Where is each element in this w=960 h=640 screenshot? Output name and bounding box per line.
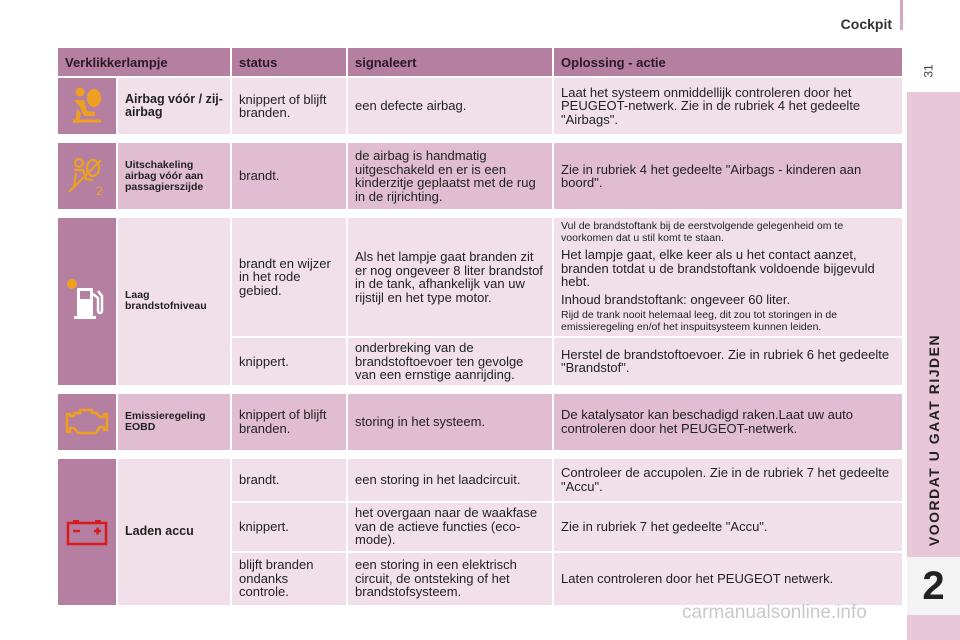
light-name: Laag brandstofniveau xyxy=(117,217,231,386)
status-cell: knippert of blijft branden. xyxy=(231,393,347,451)
airbag-off-icon-cell xyxy=(57,142,117,210)
light-name: Laden accu xyxy=(117,458,231,606)
status-cell: brandt. xyxy=(231,142,347,210)
airbag-person-icon xyxy=(67,85,107,127)
action-text: Het lampje gaat, elke keer als u het contact aanzet, branden totdat u de brandstoftank voldoende bijgevuld hebt. xyxy=(561,247,875,289)
status-cell: knippert. xyxy=(231,337,347,386)
table-row xyxy=(57,142,903,210)
signal-cell: Als het lampje gaat branden zit er nog ongeveer 8 liter brandstof in de tank, afhankelijk van uw rijstijl en het type motor. xyxy=(347,217,553,337)
table-header-row xyxy=(57,47,903,77)
action-note: Rijd de trank nooit helemaal leeg, dit zou tot storingen in de emissieregeling en/of het inspuitsysteem kunnen leiden. xyxy=(561,309,838,333)
chapter-number: 2 xyxy=(907,557,960,615)
action-text: Inhoud brandstoftank: ongeveer 60 liter. xyxy=(561,291,791,307)
action-cell: Laat het systeem onmiddellijk controleren door het PEUGEOT-netwerk. Zie in de rubriek 4 het gedeelte "Airbags". xyxy=(553,77,903,135)
signal-cell: storing in het systeem. xyxy=(347,393,553,451)
column-header-light: Verklikkerlampje xyxy=(57,47,231,77)
page-number: 31 xyxy=(921,64,936,78)
engine-icon-cell xyxy=(57,393,117,451)
status-cell: brandt en wijzer in het rode gebied. xyxy=(231,217,347,337)
status-cell: brandt. xyxy=(231,458,347,502)
signal-cell: de airbag is handmatig uitgeschakeld en er is een kinderzitje geplaatst met de rug in de rijrichting. xyxy=(347,142,553,210)
action-cell: Laten controleren door het PEUGEOT netwerk. xyxy=(553,552,903,606)
table-row xyxy=(57,217,903,337)
action-cell: Zie in rubriek 4 het gedeelte "Airbags - kinderen aan boord". xyxy=(553,142,903,210)
light-name: Uitschakeling airbag vóór aan passagierszijde xyxy=(117,142,231,210)
watermark-text: carmanualsonline.info xyxy=(682,602,867,623)
battery-icon-cell xyxy=(57,458,117,606)
fuel-icon-cell xyxy=(57,217,117,386)
header-divider xyxy=(900,0,903,30)
action-cell: Herstel de brandstoftoevoer. Zie in rubriek 6 het gedeelte "Brandstof". xyxy=(553,337,903,386)
status-cell: knippert. xyxy=(231,502,347,552)
airbag-icon-cell xyxy=(57,77,117,135)
section-title: Cockpit xyxy=(840,16,892,32)
column-header-status: status xyxy=(231,47,347,77)
action-cell xyxy=(553,217,903,337)
warning-lights-table xyxy=(56,46,904,607)
table-row xyxy=(57,393,903,451)
signal-cell: een defecte airbag. xyxy=(347,77,553,135)
column-header-signal: signaleert xyxy=(347,47,553,77)
status-cell: blijft branden ondanks controle. xyxy=(231,552,347,606)
airbag-off-icon xyxy=(65,154,109,198)
signal-cell: het overgaan naar de waakfase van de actieve functies (eco-mode). xyxy=(347,502,553,552)
table-row xyxy=(57,458,903,502)
column-header-action: Oplossing - actie xyxy=(553,47,903,77)
chapter-title: VOORDAT U GAAT RIJDEN xyxy=(926,333,942,547)
status-cell: knippert of blijft branden. xyxy=(231,77,347,135)
table-row xyxy=(57,77,903,135)
light-name: Emissieregeling EOBD xyxy=(117,393,231,451)
battery-icon xyxy=(65,517,109,547)
signal-cell: onderbreking van de brandstoftoevoer ten gevolge van een ernstige aanrijding. xyxy=(347,337,553,386)
action-note: Vul de brandstoftank bij de eerstvolgende gelegenheid om te voorkomen dat u stil komt te staan. xyxy=(561,220,844,244)
engine-icon xyxy=(64,406,110,438)
svg-text:2: 2 xyxy=(96,184,103,198)
action-cell: De katalysator kan beschadigd raken.Laat uw auto controleren door het PEUGEOT-netwerk. xyxy=(553,393,903,451)
fuel-pump-icon xyxy=(64,276,110,326)
signal-cell: een storing in een elektrisch circuit, de ontsteking of het brandstofsysteem. xyxy=(347,552,553,606)
action-cell: Zie in rubriek 7 het gedeelte "Accu". xyxy=(553,502,903,552)
signal-cell: een storing in het laadcircuit. xyxy=(347,458,553,502)
action-cell: Controleer de accupolen. Zie in de rubriek 7 het gedeelte "Accu". xyxy=(553,458,903,502)
light-name: Airbag vóór / zij-airbag xyxy=(117,77,231,135)
